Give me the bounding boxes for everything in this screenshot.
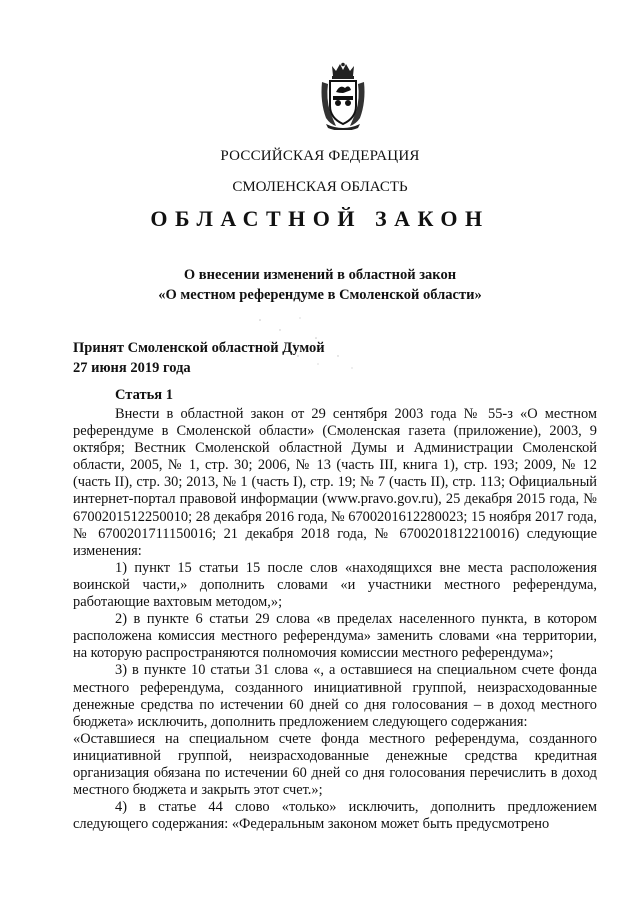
article-intro: Внести в областной закон от 29 сентября 2003 года № 55-з «О местном референдуме в Смоленской области» (Смоленская газета (приложение), 2003, 9 октября; Вестник Смоленской областной Думы и Администрации Смоленской области, 2005, № 1, стр. 30; 2006, № 13 (часть III, книга 1), стр. 193; 2009, № 12 (часть II), стр. 30; 2013, № 1 (часть I), стр. 19; № 7 (часть II), стр. 113; Официальный интернет-портал правовой информации (www.pravo.gov.ru), 25 декабря 2015 года, № 6700201512250010; 28 декабря 2016 года, № 6700201612280023; 15 ноября 2017 года, № 6700201711150016; 21 декабря 2018 года, № 6700201812210016) следующие изменения: (73, 406, 597, 559)
region-name: СМОЛЕНСКАЯ ОБЛАСТЬ (232, 179, 408, 195)
article-heading: Статья 1 (115, 387, 173, 403)
faint-stamp-mark-2 (290, 350, 360, 374)
article-item-3: 3) в пункте 10 статьи 31 слова «, а оставшиеся на специальном счете фонда местного референдума, созданного инициативной группой, неизрасходованные денежные средства по истечении 60 дней со дня голосования – в доход местного бюджета» исключить, дополнить предложением следующего содержания: (73, 662, 597, 730)
faint-stamp-mark (250, 310, 330, 350)
law-title-line-1: О внесении изменений в областной закон (183, 267, 457, 283)
coat-of-arms-emblem (318, 62, 368, 130)
article-item-3-quote: «Оставшиеся на специальном счете фонда местного референдума, созданного инициативной группой, неизрасходованные денежные средства кредитная организация обязана по истечении 60 дней со дня голосования перечислить в доход местного бюджета и закрыть этот счет.»; (73, 730, 597, 799)
document-type: ОБЛАСТНОЙ ЗАКОН (150, 206, 490, 231)
law-title-line-2: «О местном референдуме в Смоленской области» (158, 287, 482, 303)
country-name: РОССИЙСКАЯ ФЕДЕРАЦИЯ (220, 148, 420, 164)
adoption-body: Принят Смоленской областной Думой (73, 340, 325, 356)
article-item-2: 2) в пункте 6 статьи 29 слова «в пределах населенного пункта, в котором расположена комиссия местного референдума» заменить словами «на территории, на которую распространяются полномочия комиссии местного референдума»; (73, 611, 597, 662)
article-item-4: 4) в статье 44 слово «только» исключить, дополнить предложением следующего содержания: «Федеральным законом может быть предусмотрено (73, 799, 597, 833)
law-title (0, 265, 640, 305)
article-item-1: 1) пункт 15 статьи 15 после слов «находящихся вне места расположения воинской части,» дополнить словами «и участники местного референдума, работающие вахтовым методом,»; (73, 559, 597, 611)
adoption-date: 27 июня 2019 года (73, 360, 191, 376)
article-body (73, 406, 597, 833)
